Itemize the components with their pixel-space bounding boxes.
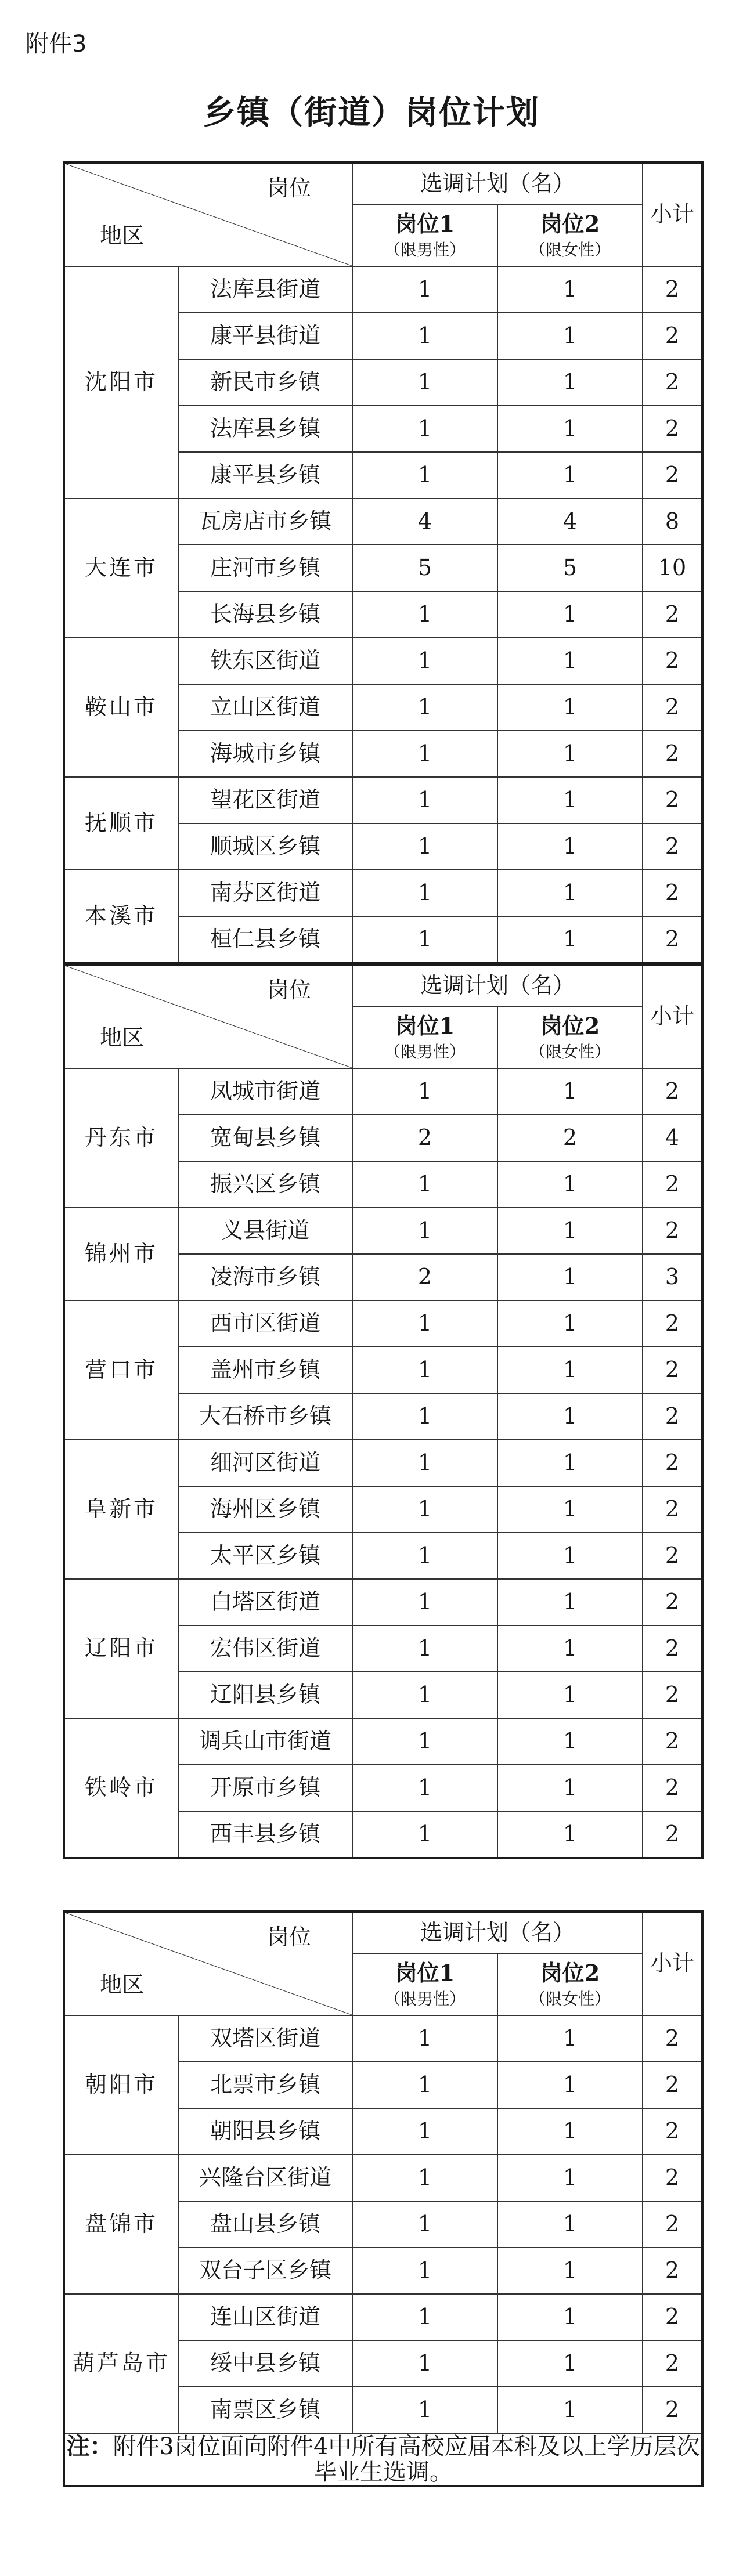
pos2-cell: 1 [497,1625,643,1672]
pos2-cell: 1 [497,1208,643,1254]
subtotal-cell: 2 [643,1161,702,1208]
subtotal-cell: 2 [643,1300,702,1347]
subtotal-cell: 2 [643,1765,702,1811]
pos1-cell: 1 [352,1393,497,1440]
pos1-cell: 1 [352,452,497,498]
pos1-cell: 1 [352,591,497,638]
header-diagonal-cell [64,964,352,1068]
pos1-cell: 1 [352,777,497,823]
pos2-cell: 1 [497,406,643,452]
pos2-cell: 1 [497,731,643,777]
header-plan: 选调计划（名） [352,162,643,205]
region-cell: 沈阳市 [64,266,178,498]
subtotal-cell: 2 [643,1347,702,1393]
subtotal-cell: 2 [643,266,702,313]
note-text: 附件3岗位面向附件4中所有高校应届本科及以上学历层次毕业生选调。 [113,2433,700,2485]
subtotal-cell: 2 [643,2155,702,2201]
header-pos2-name: 岗位2 [540,211,600,237]
header-region-label: 地区 [100,1025,145,1051]
pos2-cell: 1 [497,2062,643,2108]
pos1-cell: 1 [352,731,497,777]
header-pos2 [497,1954,643,2015]
note-prefix: 注： [66,2433,113,2460]
unit-cell: 南票区乡镇 [178,2387,352,2433]
pos2-cell: 1 [497,266,643,313]
unit-cell: 南芬区街道 [178,870,352,916]
pos2-cell: 1 [497,1718,643,1765]
table-row [64,870,702,916]
pos1-cell: 1 [352,1811,497,1858]
note-row [64,2433,702,2486]
subtotal-cell: 2 [643,2387,702,2433]
plan-table-1 [63,161,704,964]
subtotal-cell: 2 [643,2294,702,2340]
pos1-cell: 1 [352,2294,497,2340]
pos1-cell: 1 [352,2062,497,2108]
pos1-cell: 1 [352,2248,497,2294]
region-cell: 抚顺市 [64,777,178,870]
pos1-cell: 1 [352,2015,497,2062]
table-row [64,2155,702,2201]
pos1-cell: 1 [352,1765,497,1811]
unit-cell: 海州区乡镇 [178,1486,352,1533]
pos1-cell: 1 [352,406,497,452]
pos2-cell: 1 [497,1347,643,1393]
region-cell: 朝阳市 [64,2015,178,2155]
subtotal-cell: 2 [643,2015,702,2062]
header-pos1-name: 岗位1 [395,1960,455,1986]
unit-cell: 双塔区街道 [178,2015,352,2062]
subtotal-cell: 2 [643,777,702,823]
pos1-cell: 1 [352,2108,497,2155]
pos2-cell: 1 [497,1440,643,1486]
unit-cell: 大石桥市乡镇 [178,1393,352,1440]
pos1-cell: 1 [352,1068,497,1115]
pos2-cell: 1 [497,1254,643,1300]
table-row [64,266,702,313]
unit-cell: 连山区街道 [178,2294,352,2340]
pos2-cell: 1 [497,1811,643,1858]
header-pos2-note: （限女性） [529,240,611,259]
pos1-cell: 1 [352,1625,497,1672]
pos1-cell: 1 [352,684,497,731]
header-pos1-note: （限男性） [384,240,466,259]
region-cell: 盘锦市 [64,2155,178,2294]
header-pos2 [497,1007,643,1068]
pos1-cell: 1 [352,1486,497,1533]
unit-cell: 康平县乡镇 [178,452,352,498]
subtotal-cell: 2 [643,2062,702,2108]
pos2-cell: 1 [497,452,643,498]
unit-cell: 庄河市乡镇 [178,545,352,591]
subtotal-cell: 2 [643,591,702,638]
pos2-cell: 5 [497,545,643,591]
subtotal-cell: 2 [643,731,702,777]
subtotal-cell: 2 [643,684,702,731]
pos2-cell: 1 [497,313,643,359]
unit-cell: 细河区街道 [178,1440,352,1486]
subtotal-cell: 8 [643,498,702,545]
table-row [64,638,702,684]
unit-cell: 太平区乡镇 [178,1533,352,1579]
header-pos2-name: 岗位2 [540,1960,600,1986]
pos2-cell: 1 [497,2155,643,2201]
unit-cell: 宏伟区街道 [178,1625,352,1672]
table-row [64,1579,702,1625]
subtotal-cell: 2 [643,1440,702,1486]
plan-table-3 [63,1910,704,2487]
unit-cell: 新民市乡镇 [178,359,352,406]
unit-cell: 西丰县乡镇 [178,1811,352,1858]
region-cell: 本溪市 [64,870,178,963]
subtotal-cell: 2 [643,1208,702,1254]
pos2-cell: 1 [497,1393,643,1440]
pos1-cell: 1 [352,1533,497,1579]
unit-cell: 铁东区街道 [178,638,352,684]
unit-cell: 白塔区街道 [178,1579,352,1625]
unit-cell: 双台子区乡镇 [178,2248,352,2294]
header-pos1-name: 岗位1 [395,1013,455,1039]
pos2-cell: 1 [497,1579,643,1625]
subtotal-cell: 2 [643,1393,702,1440]
header-pos2-note: （限女性） [529,1042,611,1061]
unit-cell: 辽阳县乡镇 [178,1672,352,1718]
pos2-cell: 1 [497,2340,643,2387]
subtotal-cell: 2 [643,2248,702,2294]
pos1-cell: 1 [352,916,497,963]
table-row [64,1068,702,1115]
subtotal-cell: 2 [643,870,702,916]
subtotal-cell: 2 [643,313,702,359]
subtotal-cell: 2 [643,1068,702,1115]
pos1-cell: 1 [352,823,497,870]
table-row [64,1440,702,1486]
unit-cell: 兴隆台区街道 [178,2155,352,2201]
unit-cell: 康平县街道 [178,313,352,359]
region-cell: 丹东市 [64,1068,178,1208]
pos2-cell: 1 [497,2387,643,2433]
region-cell: 鞍山市 [64,638,178,777]
subtotal-cell: 2 [643,1625,702,1672]
table-row [64,777,702,823]
pos2-cell: 1 [497,1068,643,1115]
subtotal-cell: 2 [643,1718,702,1765]
subtotal-cell: 2 [643,638,702,684]
subtotal-cell: 2 [643,1811,702,1858]
plan-table-2 [63,963,704,1859]
unit-cell: 海城市乡镇 [178,731,352,777]
pos2-cell: 1 [497,638,643,684]
unit-cell: 法库县街道 [178,266,352,313]
unit-cell: 西市区街道 [178,1300,352,1347]
pos1-cell: 1 [352,1208,497,1254]
pos2-cell: 1 [497,916,643,963]
pos2-cell: 1 [497,684,643,731]
subtotal-cell: 4 [643,1115,702,1161]
page-title: 乡镇（街道）岗位计划 [203,93,540,132]
note-cell [64,2433,702,2486]
header-row [64,162,702,205]
unit-cell: 北票市乡镇 [178,2062,352,2108]
pos2-cell: 1 [497,2201,643,2248]
header-pos1-name: 岗位1 [395,211,455,237]
region-cell: 阜新市 [64,1440,178,1579]
header-pos1 [352,1007,497,1068]
subtotal-cell: 2 [643,1533,702,1579]
unit-cell: 振兴区乡镇 [178,1161,352,1208]
unit-cell: 长海县乡镇 [178,591,352,638]
subtotal-cell: 2 [643,1486,702,1533]
pos1-cell: 4 [352,498,497,545]
header-post-label: 岗位 [266,175,311,201]
table-row [64,1718,702,1765]
pos1-cell: 1 [352,266,497,313]
subtotal-cell: 2 [643,1579,702,1625]
unit-cell: 盘山县乡镇 [178,2201,352,2248]
pos1-cell: 1 [352,1579,497,1625]
unit-cell: 瓦房店市乡镇 [178,498,352,545]
pos1-cell: 1 [352,870,497,916]
pos1-cell: 1 [352,313,497,359]
pos1-cell: 1 [352,638,497,684]
unit-cell: 桓仁县乡镇 [178,916,352,963]
unit-cell: 凌海市乡镇 [178,1254,352,1300]
unit-cell: 立山区街道 [178,684,352,731]
pos1-cell: 1 [352,1300,497,1347]
pos1-cell: 1 [352,359,497,406]
header-diagonal-cell [64,1912,352,2015]
pos1-cell: 1 [352,1440,497,1486]
pos1-cell: 1 [352,1718,497,1765]
header-pos2 [497,205,643,266]
subtotal-cell: 2 [643,1672,702,1718]
pos1-cell: 1 [352,2155,497,2201]
subtotal-cell: 10 [643,545,702,591]
region-cell: 铁岭市 [64,1718,178,1858]
header-post-label: 岗位 [266,1924,311,1950]
pos2-cell: 1 [497,359,643,406]
region-cell: 大连市 [64,498,178,638]
unit-cell: 义县街道 [178,1208,352,1254]
region-cell: 辽阳市 [64,1579,178,1718]
subtotal-cell: 2 [643,2340,702,2387]
pos2-cell: 2 [497,1115,643,1161]
pos1-cell: 2 [352,1254,497,1300]
header-subtotal: 小计 [643,1912,702,2015]
header-pos1 [352,205,497,266]
pos1-cell: 1 [352,2201,497,2248]
header-pos1-note: （限男性） [384,1989,466,2008]
pos1-cell: 1 [352,2387,497,2433]
region-cell: 营口市 [64,1300,178,1440]
pos1-cell: 1 [352,1347,497,1393]
unit-cell: 顺城区乡镇 [178,823,352,870]
unit-cell: 望花区街道 [178,777,352,823]
header-pos1 [352,1954,497,2015]
unit-cell: 调兵山市街道 [178,1718,352,1765]
pos2-cell: 1 [497,823,643,870]
subtotal-cell: 2 [643,2201,702,2248]
region-cell: 葫芦岛市 [64,2294,178,2433]
header-row [64,964,702,1007]
unit-cell: 盖州市乡镇 [178,1347,352,1393]
header-pos2-name: 岗位2 [540,1013,600,1039]
unit-cell: 凤城市街道 [178,1068,352,1115]
pos2-cell: 1 [497,1161,643,1208]
header-subtotal: 小计 [643,162,702,266]
pos2-cell: 1 [497,870,643,916]
header-post-label: 岗位 [266,977,311,1003]
pos1-cell: 2 [352,1115,497,1161]
table-row [64,1208,702,1254]
header-region-label: 地区 [100,1972,145,1998]
pos2-cell: 1 [497,591,643,638]
pos2-cell: 1 [497,1533,643,1579]
unit-cell: 开原市乡镇 [178,1765,352,1811]
unit-cell: 朝阳县乡镇 [178,2108,352,2155]
subtotal-cell: 2 [643,823,702,870]
pos2-cell: 1 [497,1672,643,1718]
pos1-cell: 1 [352,1672,497,1718]
header-region-label: 地区 [100,223,145,249]
subtotal-cell: 2 [643,406,702,452]
pos1-cell: 1 [352,2340,497,2387]
unit-cell: 绥中县乡镇 [178,2340,352,2387]
pos2-cell: 1 [497,2294,643,2340]
pos2-cell: 1 [497,2108,643,2155]
pos2-cell: 1 [497,1486,643,1533]
header-pos2-note: （限女性） [529,1989,611,2008]
unit-cell: 宽甸县乡镇 [178,1115,352,1161]
unit-cell: 法库县乡镇 [178,406,352,452]
pos2-cell: 1 [497,1765,643,1811]
header-row [64,1912,702,1954]
header-subtotal: 小计 [643,964,702,1068]
header-diagonal-cell [64,162,352,266]
header-plan: 选调计划（名） [352,1912,643,1954]
pos1-cell: 1 [352,1161,497,1208]
pos2-cell: 4 [497,498,643,545]
pos1-cell: 5 [352,545,497,591]
attachment-label: 附件3 [26,31,87,57]
table-row [64,2015,702,2062]
table-row [64,498,702,545]
table-row [64,2294,702,2340]
subtotal-cell: 2 [643,916,702,963]
subtotal-cell: 2 [643,359,702,406]
subtotal-cell: 2 [643,452,702,498]
pos2-cell: 1 [497,1300,643,1347]
header-pos1-note: （限男性） [384,1042,466,1061]
header-plan: 选调计划（名） [352,964,643,1007]
subtotal-cell: 2 [643,2108,702,2155]
region-cell: 锦州市 [64,1208,178,1300]
pos2-cell: 1 [497,777,643,823]
pos2-cell: 1 [497,2248,643,2294]
pos2-cell: 1 [497,2015,643,2062]
subtotal-cell: 3 [643,1254,702,1300]
table-row [64,1300,702,1347]
